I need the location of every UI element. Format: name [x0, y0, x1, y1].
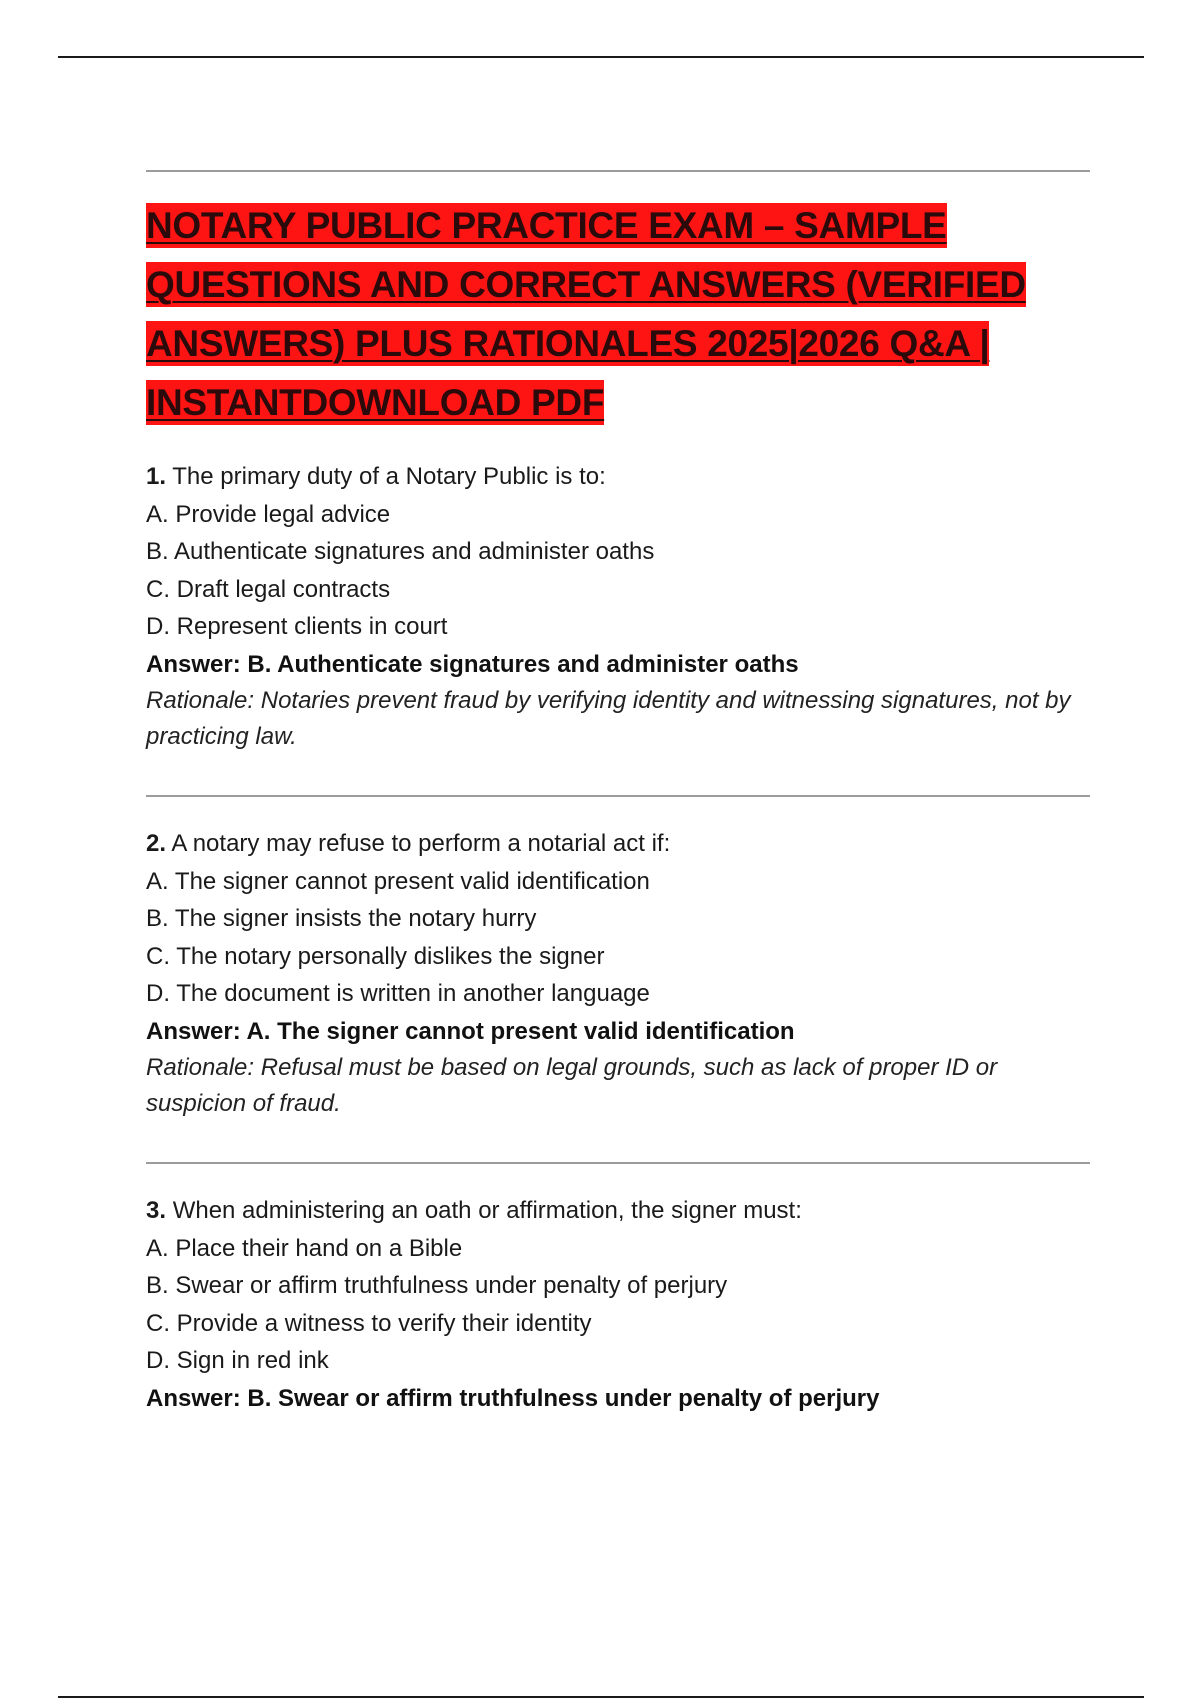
option-c: C. Provide a witness to verify their identity [146, 1309, 592, 1337]
question-number: 3. [146, 1197, 167, 1224]
option-c: C. The notary personally dislikes the signer [146, 942, 605, 970]
document-title-text: NOTARY PUBLIC PRACTICE EXAM – SAMPLE QUESTIONS AND CORRECT ANSWERS (VERIFIED ANSWERS) PLUS RATIONALES 2025|2026 Q&A | INSTANTDOWNLOAD PDF [146, 205, 1026, 423]
question-text [146, 825, 1090, 863]
option-b: B. Swear or affirm truthfulness under penalty of perjury [146, 1272, 728, 1299]
answer-line: Answer: B. Authenticate signatures and administer oaths [146, 650, 799, 678]
option-a: A. Provide legal advice [146, 500, 391, 528]
question-divider [146, 1162, 1090, 1164]
question-1 [146, 458, 1090, 755]
question-number: 2. [146, 830, 167, 857]
question-number: 1. [146, 463, 167, 490]
document-body [146, 170, 1090, 1417]
question-3 [146, 1192, 1090, 1417]
page-bottom-rule [58, 1696, 1144, 1698]
option-b: B. The signer insists the notary hurry [146, 905, 537, 932]
option-c: C. Draft legal contracts [146, 575, 391, 603]
question-divider [146, 795, 1090, 797]
question-prompt: The primary duty of a Notary Public is to: [172, 463, 606, 490]
option-d: D. The document is written in another language [146, 980, 650, 1007]
answer-line: Answer: B. Swear or affirm truthfulness under penalty of perjury [146, 1384, 880, 1412]
page-top-rule [58, 56, 1144, 58]
title-top-divider [146, 170, 1090, 172]
option-d: D. Sign in red ink [146, 1347, 329, 1374]
document-title [146, 196, 1090, 432]
rationale-text: Rationale: Notaries prevent fraud by verifying identity and witnessing signatures, not by practicing law. [146, 687, 1071, 750]
answer-line: Answer: A. The signer cannot present valid identification [146, 1017, 795, 1045]
question-2 [146, 825, 1090, 1122]
question-prompt: When administering an oath or affirmation, the signer must: [172, 1197, 802, 1224]
option-b: B. Authenticate signatures and administer oaths [146, 538, 655, 565]
rationale-text: Rationale: Refusal must be based on legal grounds, such as lack of proper ID or suspicion of fraud. [146, 1054, 998, 1117]
question-text [146, 458, 1090, 496]
option-a: A. The signer cannot present valid identification [146, 867, 650, 895]
question-text [146, 1192, 1090, 1230]
option-a: A. Place their hand on a Bible [146, 1234, 463, 1262]
option-d: D. Represent clients in court [146, 613, 448, 640]
question-prompt: A notary may refuse to perform a notarial act if: [171, 830, 671, 857]
